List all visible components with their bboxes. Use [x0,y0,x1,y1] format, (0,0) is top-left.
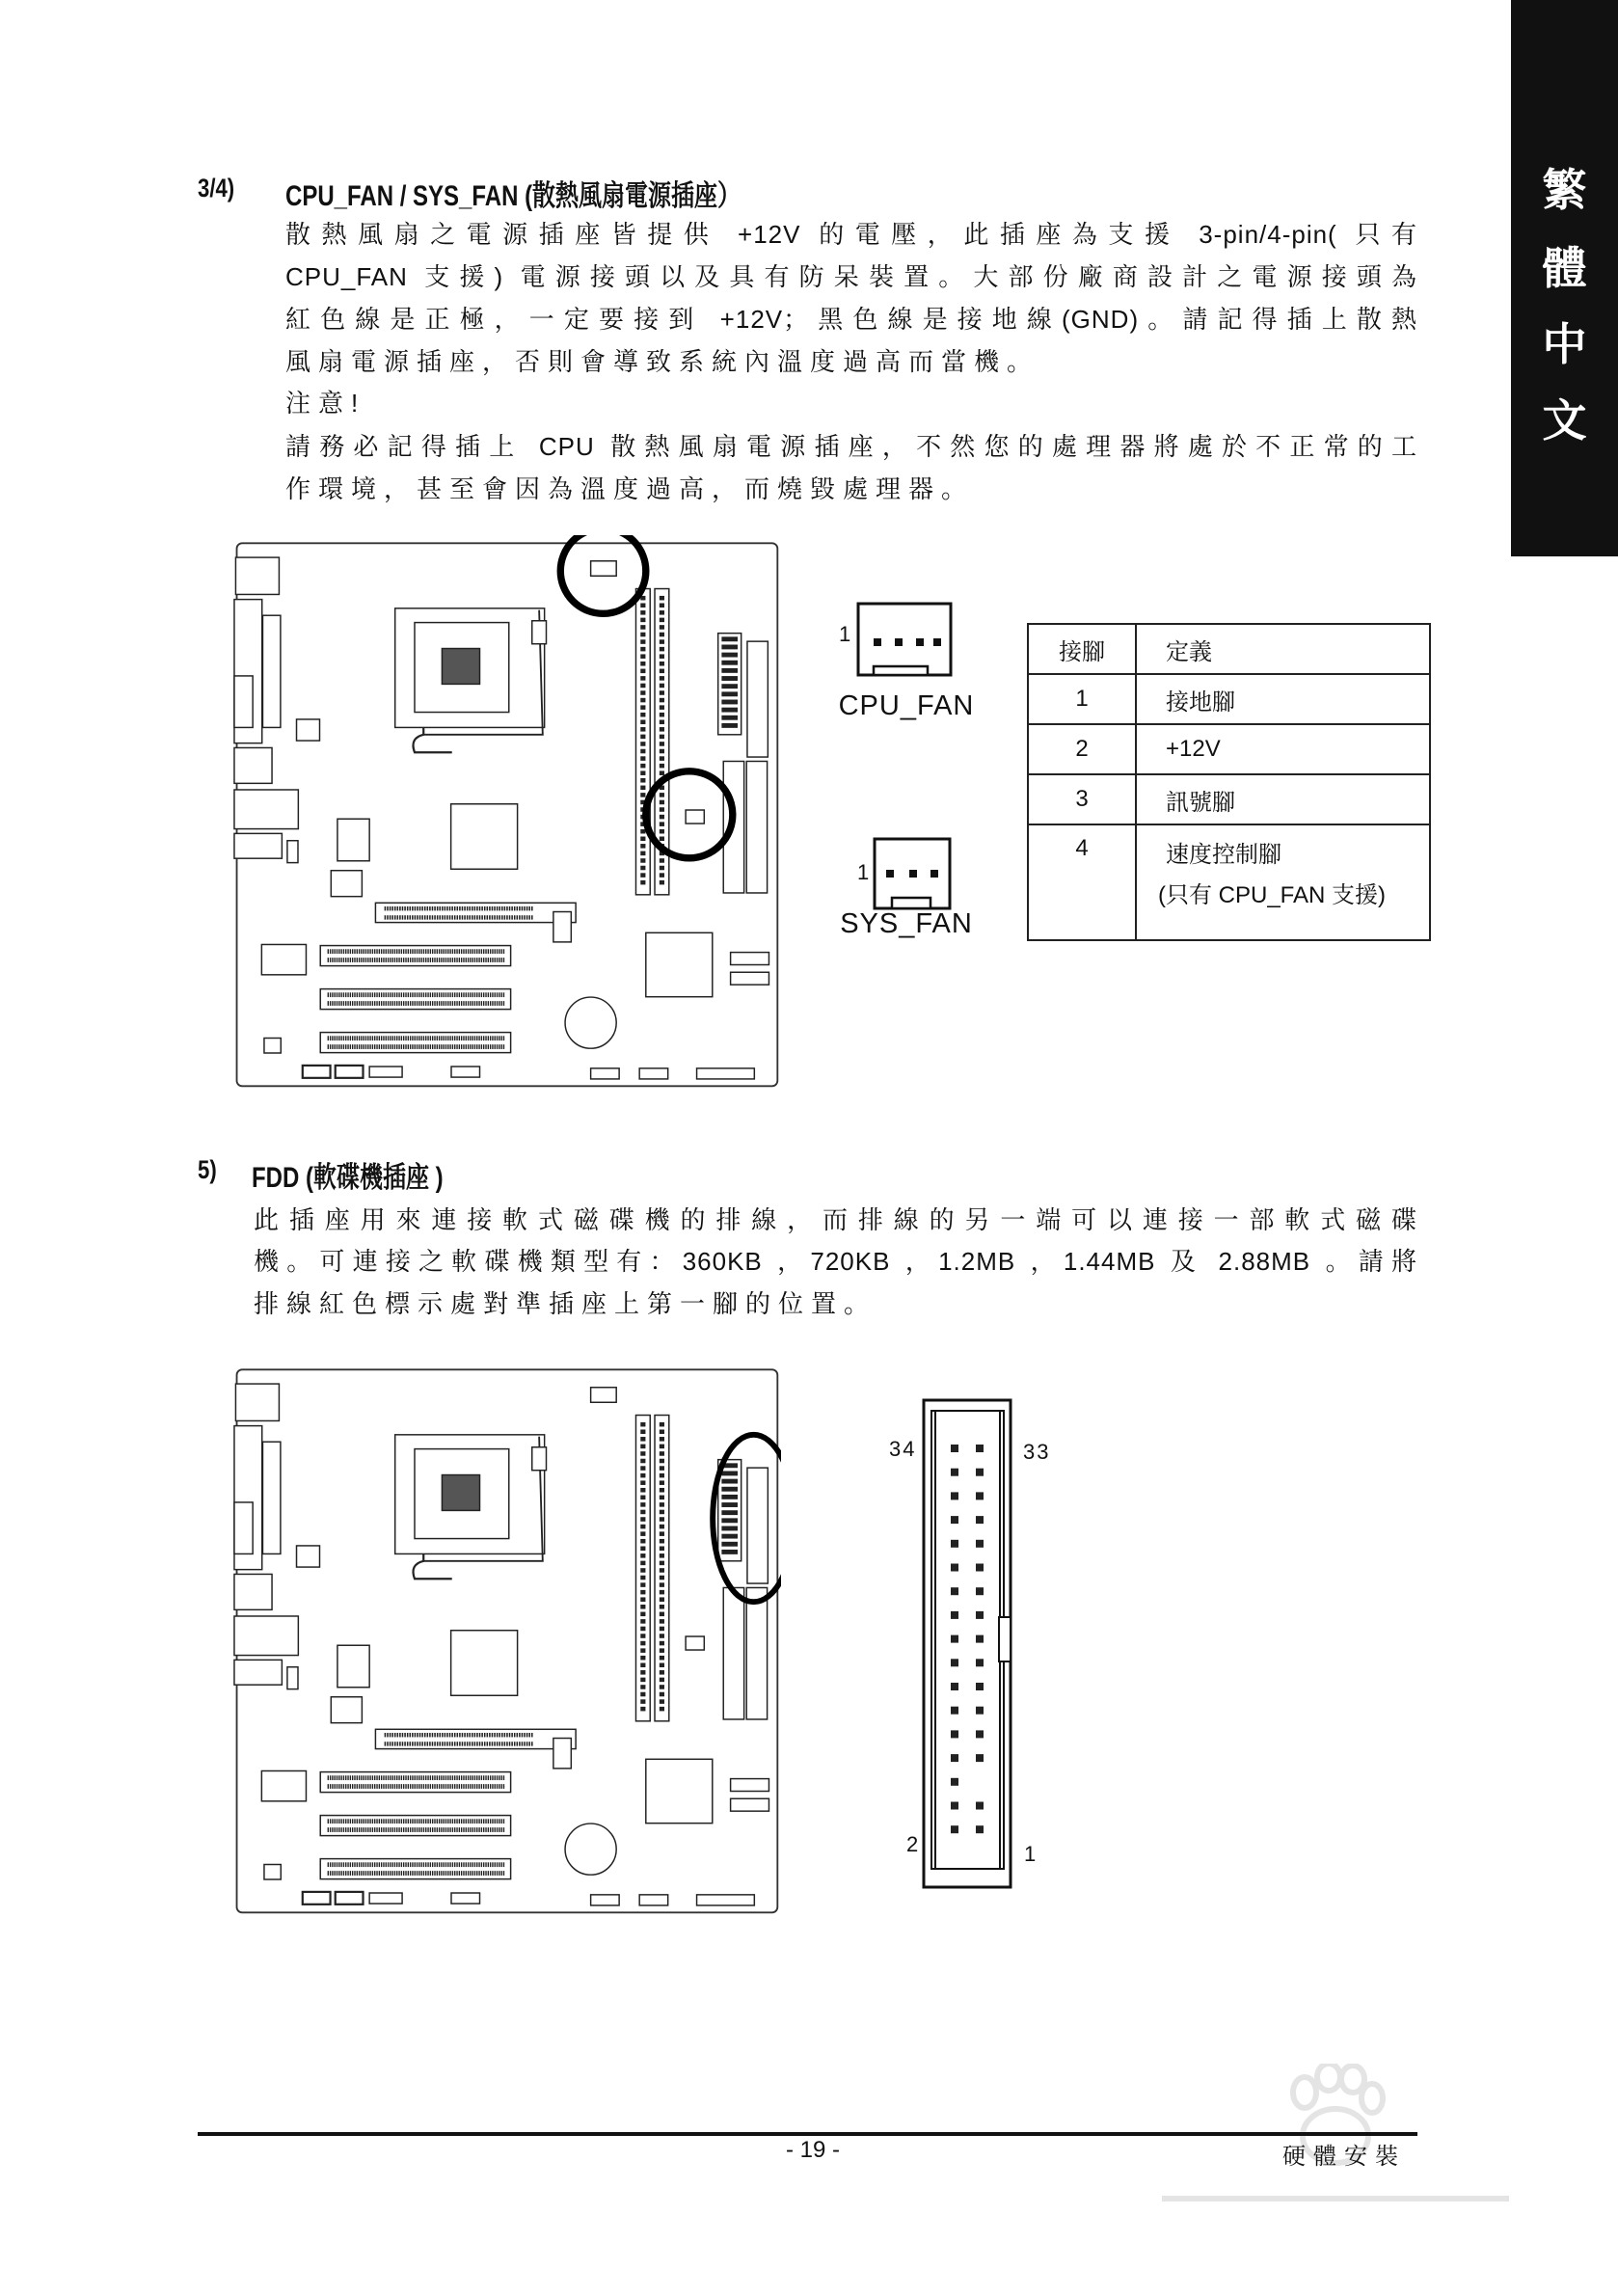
fdd-pin [976,1707,984,1715]
section-title: CPU_FAN / SYS_FAN (散熱風扇電源插座） [285,180,742,212]
sys-fan-pin1-label: 1 [857,860,870,884]
fdd-pin [951,1540,958,1548]
cpu-fan-header [591,1388,617,1402]
cpu-fan-header [591,561,617,576]
fdd-pin [951,1754,958,1762]
io-audio-port [234,1660,282,1685]
chip [261,1770,306,1800]
fdd-pin [976,1516,984,1524]
ide-header [746,761,767,893]
chip [331,1697,362,1723]
pci-slot [320,1816,510,1836]
fdd-pin [976,1611,984,1619]
socket-latch [532,1447,547,1471]
table-row [1028,724,1430,774]
side-tab-char: 繁 [1542,164,1587,216]
pci-slot-body [320,946,510,966]
header [451,1067,480,1077]
paragraph-line: 風扇電源插座，否則會導致系統內溫度過高而當機。 [285,347,1040,376]
fdd-pin [976,1492,984,1499]
fdd-pin [951,1635,958,1643]
note-line: 作環境，甚至會因為溫度過高，而燒毀處理器。 [285,474,975,503]
header [336,1892,364,1904]
fdd-pin [951,1707,958,1715]
fdd-pin [951,1802,958,1810]
southbridge-chip [646,1759,713,1823]
header-pin: 接腳 [1028,624,1136,674]
section-number: 5) [198,1155,217,1184]
chip [261,944,306,974]
header [369,1067,402,1077]
fdd-connector-icon [921,1398,1013,1890]
paragraph-line: 排線紅色標示處對準插座上第一腳的位置。 [254,1289,877,1318]
fdd-pin [976,1564,984,1572]
pin-definition: 訊號腳 [1136,774,1430,824]
sata-connector [731,972,769,985]
fdd-pin-34-label: 34 [889,1437,917,1461]
pcie-latch [553,1739,571,1769]
motherboard-diagram-fan [231,535,781,1101]
pci-slot [320,1859,510,1879]
language-side-tab [1511,0,1618,556]
atx12v-connector [297,1546,320,1567]
header [287,1667,298,1689]
chip [337,1645,369,1688]
chapter-name: 硬體安裝 [1282,2143,1406,2170]
header-definition: 定義 [1136,624,1430,674]
side-tab-char: 體 [1542,242,1587,294]
footer-rule [198,2132,1417,2136]
pci-slot [320,946,510,966]
header [451,1893,480,1904]
section-title: FDD (軟碟機插座 ) [252,1162,444,1194]
header [639,1895,668,1905]
motherboard-diagram-fdd [231,1362,781,1928]
io-vga-port [234,1502,253,1553]
io-audio-port [234,833,282,858]
note-label: 注意! [285,389,366,418]
cpu-die [442,1475,479,1511]
paragraph-line: 紅色線是正極，一定要接到 +12V；黑色線是接地線(GND)。請記得插上散熱 [285,305,1417,334]
fdd-pin [951,1825,958,1833]
chip [264,1039,281,1053]
fdd-pin [976,1659,984,1666]
fan-pin-definition-table [1027,623,1431,941]
chip [337,819,369,861]
io-usb-port [234,747,272,783]
cpu-fan-connector-icon [856,602,953,679]
fdd-pin [951,1445,958,1452]
fdd-pin [976,1683,984,1690]
header [303,1892,331,1904]
chip [264,1865,281,1879]
fdd-pin [976,1754,984,1762]
fdd-header-on-board [747,1468,768,1583]
pci-slot-body [320,1859,510,1879]
fdd-pin [976,1540,984,1548]
io-parallel-port [262,615,280,727]
pin-number: 4 [1028,824,1136,940]
southbridge-chip [646,932,713,996]
pin-definition: 接地腳 [1136,674,1430,724]
note-line: 請務必記得插上 CPU 散熱風扇電源插座，不然您的處理器將處於不正常的工 [285,432,1417,461]
chip [331,871,362,897]
pci-slot-body [320,989,510,1010]
pin-definition-note: (只有 CPU_FAN 支援) [1158,882,1387,908]
fdd-key-notch [999,1617,1011,1661]
cpu-fan-pin1-label: 1 [839,622,851,646]
pin-number: 3 [1028,774,1136,824]
pin-number: 1 [1028,674,1136,724]
fdd-pin [951,1587,958,1595]
pci-slot [320,1772,510,1793]
sys-fan-label: SYS_FAN [840,908,973,939]
fdd-header-on-board [747,641,768,757]
pcie-latch [553,912,571,942]
paragraph-line: 機。可連接之軟碟機類型有：360KB ，720KB ，1.2MB ，1.44MB 及 2.88MB 。請將 [254,1247,1417,1276]
sata-connector [731,1779,769,1792]
fdd-pin [976,1730,984,1738]
pci-slot [320,1033,510,1053]
northbridge-chip [451,1631,518,1696]
page-number: - 19 - [785,2137,840,2163]
table-row [1028,674,1430,724]
header [639,1068,668,1079]
atx12v-connector [297,719,320,741]
fdd-pin [976,1802,984,1810]
fdd-pin [951,1611,958,1619]
pin-number: 2 [1028,724,1136,774]
pci-slot-body [320,1816,510,1836]
sata-connector [731,953,769,965]
paragraph-line: 散熱風扇之電源插座皆提供 +12V 的電壓，此插座為支援 3-pin/4-pin( 只有 [285,220,1417,249]
sys-fan-header [686,1636,704,1650]
io-ps2-port [235,557,279,594]
pci-slot-body [320,1772,510,1793]
fdd-pin [976,1469,984,1476]
paragraph-line: CPU_FAN 支援) 電源接頭以及具有防呆裝置。大部份廠商設計之電源接頭為 [285,262,1417,291]
io-usb-port [234,1574,272,1609]
io-vga-port [234,676,253,727]
io-lan-port [234,790,298,829]
header [591,1895,620,1905]
socket-latch [532,621,547,644]
table-header-row [1028,624,1430,674]
fdd-pin [976,1587,984,1595]
side-tab-char: 中 [1542,318,1587,370]
table-row [1028,774,1430,824]
northbridge-chip [451,804,518,870]
cmos-battery [565,997,616,1048]
fdd-pin [976,1635,984,1643]
paragraph-line: 此插座用來連接軟式磁碟機的排線，而排線的另一端可以連接一部軟式磁碟 [254,1205,1417,1234]
header [369,1893,402,1904]
header [591,1068,620,1079]
side-tab-char: 文 [1542,394,1587,446]
front-panel-header [697,1068,755,1079]
ide-header [746,1587,767,1719]
io-parallel-port [262,1442,280,1553]
fdd-pin-33-label: 33 [1023,1440,1051,1464]
pin-definition: 速度控制腳 [1166,842,1281,868]
front-panel-header [697,1895,755,1905]
fdd-pin [951,1730,958,1738]
cpu-die [442,649,479,685]
table-row [1028,824,1430,940]
header [287,841,298,863]
sata-connector [731,1798,769,1811]
fdd-pin-1-label: 1 [1024,1842,1037,1866]
fdd-pin [951,1778,958,1786]
ide-header [723,1587,743,1719]
fdd-pin [976,1825,984,1833]
sys-fan-connector-icon [873,837,954,912]
fdd-pin [951,1516,958,1524]
cmos-battery [565,1823,616,1875]
pci-slot [320,989,510,1010]
io-ps2-port [235,1384,279,1420]
section-number: 3/4) [198,174,235,203]
fdd-pin [951,1469,958,1476]
fdd-pin-2-label: 2 [906,1832,919,1856]
header [303,1066,331,1078]
header [336,1066,364,1078]
fdd-pin [951,1564,958,1572]
pin-definition: +12V [1136,724,1430,774]
io-lan-port [234,1616,298,1656]
fdd-pin [951,1492,958,1499]
cpu-fan-label: CPU_FAN [838,690,975,721]
fdd-pin [951,1683,958,1690]
fdd-pin [976,1445,984,1452]
pci-slot-body [320,1033,510,1053]
sys-fan-header [686,810,704,824]
fdd-pin [951,1659,958,1666]
